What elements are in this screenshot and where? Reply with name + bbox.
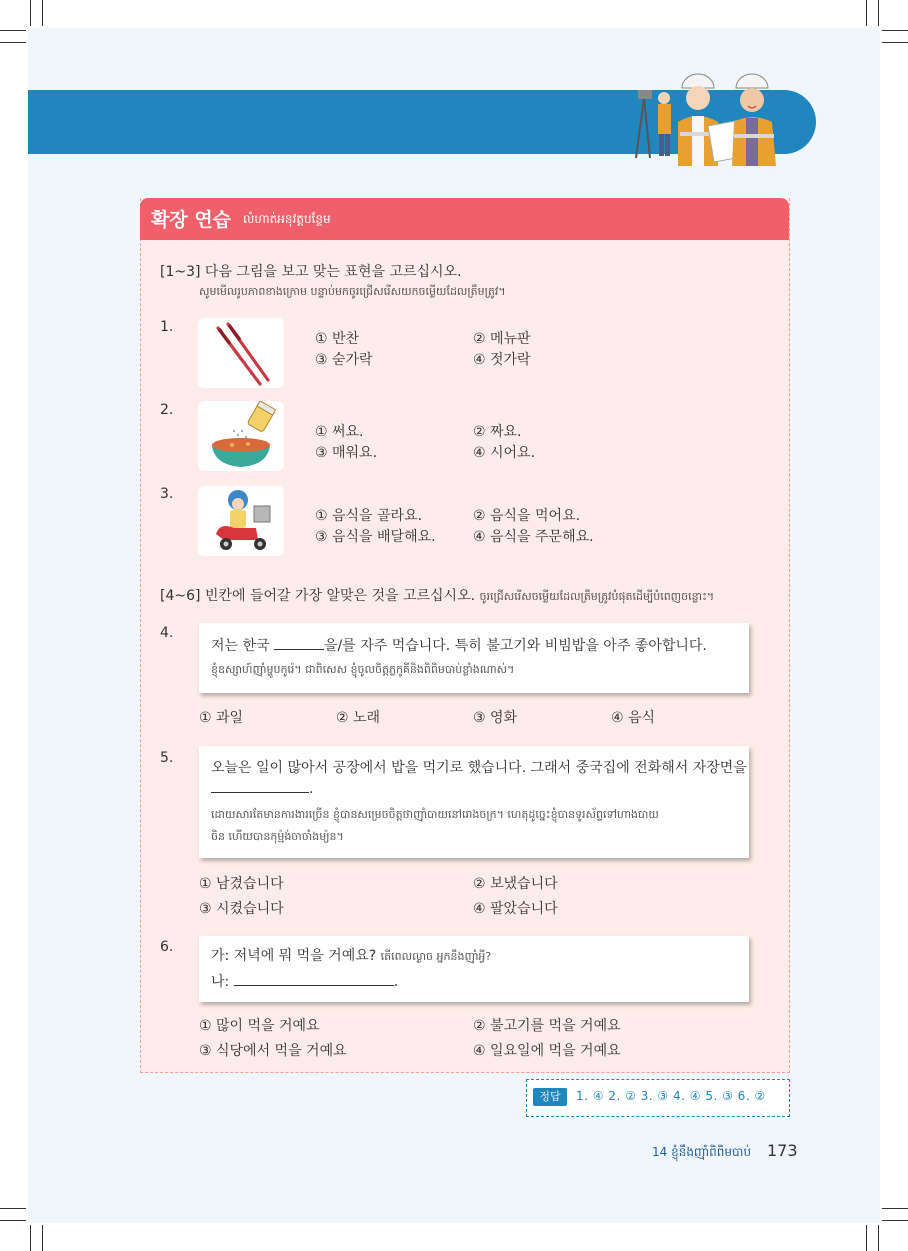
q4-option-1[interactable]: ① 과일 [199, 710, 244, 726]
q6-option-1[interactable]: ① 많이 먹을 거예요 [199, 1018, 320, 1034]
q4-option-4[interactable]: ④ 음식 [611, 710, 656, 726]
salt-soup-icon [198, 401, 284, 471]
instruction-4-6 [160, 585, 714, 606]
crop-mark [882, 30, 908, 31]
q6-dialogue-line1 [211, 945, 491, 966]
q2-option-2[interactable]: ② 짜요. [473, 424, 522, 440]
crop-mark [42, 1225, 43, 1251]
q6-option-4[interactable]: ④ 일요일에 먹을 거예요 [473, 1043, 621, 1059]
q4-passage-box [199, 623, 749, 693]
q6-option-3[interactable]: ③ 식당에서 먹을 거예요 [199, 1043, 347, 1059]
chapter-title: 14 ខ្ញុំនឹងញ៉ាំពិពិមបាប់ [652, 1145, 752, 1159]
q3-option-4[interactable]: ④ 음식을 주문해요. [473, 529, 594, 545]
question-3-number: 3. [160, 486, 174, 502]
q3-option-1[interactable]: ① 음식을 골라요. [315, 508, 423, 524]
chopsticks-picture [198, 318, 284, 388]
q4-option-2[interactable]: ② 노래 [336, 710, 381, 726]
salty-soup-picture [198, 401, 284, 471]
question-2-number: 2. [160, 402, 174, 418]
q3-option-3[interactable]: ③ 음식을 배달해요. [315, 529, 436, 545]
crop-mark [0, 1208, 26, 1209]
q4-option-3[interactable]: ③ 영화 [473, 710, 518, 726]
q6-dialogue-line2 [211, 971, 398, 991]
q3-option-2[interactable]: ② 음식을 먹어요. [473, 508, 581, 524]
section-header [140, 198, 789, 240]
q6-line2-speaker: 나: [211, 974, 234, 990]
q5-passage-korean-line1: 오늘은 일이 많아서 공장에서 밥을 먹기로 했습니다. 그래서 중국집에 전화해서 자장면을 [211, 760, 747, 776]
q4-passage-khmer: ខ្ញុំឧស្សាហ៍ញ៉ាំម្ហូបកូរ៉េ។ ជាពិសេស ខ្ញុំចូលចិត្តភ្លកូគីនិងពិពិមបាប់ខ្លាំងណាស់។ [211, 663, 515, 676]
instruction-1-3: [1~3] 다음 그림을 보고 맞는 표현을 고르십시오. [160, 264, 462, 280]
q6-blank [234, 985, 394, 986]
crop-mark [30, 1225, 31, 1251]
construction-workers-illustration [630, 58, 790, 168]
answer-key-text: 1. ④ 2. ② 3. ③ 4. ④ 5. ③ 6. ② [576, 1089, 766, 1103]
q5-option-2[interactable]: ② 보냈습니다 [473, 876, 558, 892]
section-subtitle-khmer: លំហាត់អនុវត្តបន្ថែម [243, 212, 331, 226]
crop-mark [882, 42, 908, 43]
section-title: 확장 연습 [151, 209, 232, 231]
q4-passage-korean [211, 635, 707, 655]
q5-passage-korean-line2 [211, 781, 313, 797]
q6-line1-khmer: តើពេលល្ងាច អ្នកនឹងញ៉ាំអ្វី? [380, 950, 492, 963]
q1-option-1[interactable]: ① 반찬 [315, 331, 360, 347]
q5-blank [211, 792, 309, 793]
crop-mark [0, 42, 26, 43]
q2-option-1[interactable]: ① 써요. [315, 424, 364, 440]
instruction-4-6-korean: [4~6] 빈칸에 들어갈 가장 알맞은 것을 고르십시오. [160, 588, 476, 604]
q4-blank [274, 649, 324, 650]
q1-option-2[interactable]: ② 메뉴판 [473, 331, 531, 347]
crop-mark [0, 1220, 26, 1221]
question-5-number: 5. [160, 750, 174, 766]
delivery-picture [198, 486, 284, 556]
crop-mark [882, 1208, 908, 1209]
q5-passage-khmer-line2: ចិន ហើយបានកុម្ម៉ង់ចាចាំងម្យ៉ន។ [211, 830, 344, 843]
answer-key-label: 정답 [533, 1088, 567, 1106]
crop-mark [882, 1220, 908, 1221]
q5-passage-khmer-line1: ដោយសារតែមានការងារច្រើន ខ្ញុំបានសម្រេចចិត្តថាញ៉ាំបាយនៅរោងចក្រ។ ហេតុដូច្នេះខ្ញុំបានទូរស័ព្ទទៅហាងបាយ [211, 808, 659, 821]
crop-mark [866, 1225, 867, 1251]
chopsticks-icon [198, 318, 284, 388]
page-number: 173 [767, 1141, 798, 1160]
q6-option-2[interactable]: ② 불고기를 먹을 거예요 [473, 1018, 621, 1034]
q6-line1-korean: 가: 저녁에 뭐 먹을 거예요? [211, 948, 377, 964]
crop-mark [42, 0, 43, 26]
question-6-number: 6. [160, 939, 174, 955]
q5-option-1[interactable]: ① 남겼습니다 [199, 876, 284, 892]
q1-option-4[interactable]: ④ 젓가락 [473, 352, 531, 368]
crop-mark [878, 0, 879, 26]
instruction-1-3-khmer: សូមមើលរូបភាពខាងក្រោម បន្ទាប់មកចូរជ្រើសរើសយកចម្លើយដែលត្រឹមត្រូវ។ [199, 285, 506, 298]
q5-option-3[interactable]: ③ 시켰습니다 [199, 901, 284, 917]
crop-mark [866, 0, 867, 26]
delivery-scooter-icon [198, 486, 284, 556]
q5-period: . [309, 781, 314, 797]
q4-text-after-blank: 을/를 자주 먹습니다. 특히 불고기와 비빔밥을 아주 좋아합니다. [324, 638, 707, 654]
instruction-4-6-khmer: ចូរជ្រើសរើសចម្លើយដែលត្រឹមត្រូវបំផុតដើម្បីបំពេញចន្លោះ។ [479, 590, 715, 603]
q2-option-4[interactable]: ④ 시어요. [473, 445, 536, 461]
q6-period: . [393, 974, 399, 990]
q1-option-3[interactable]: ③ 숟가락 [315, 352, 373, 368]
crop-mark [0, 30, 26, 31]
crop-mark [878, 1225, 879, 1251]
q5-option-4[interactable]: ④ 팔았습니다 [473, 901, 558, 917]
question-1-number: 1. [160, 319, 174, 335]
crop-mark [30, 0, 31, 26]
question-4-number: 4. [160, 625, 174, 641]
q2-option-3[interactable]: ③ 매워요. [315, 445, 378, 461]
q4-text-before-blank: 저는 한국 [211, 638, 274, 654]
